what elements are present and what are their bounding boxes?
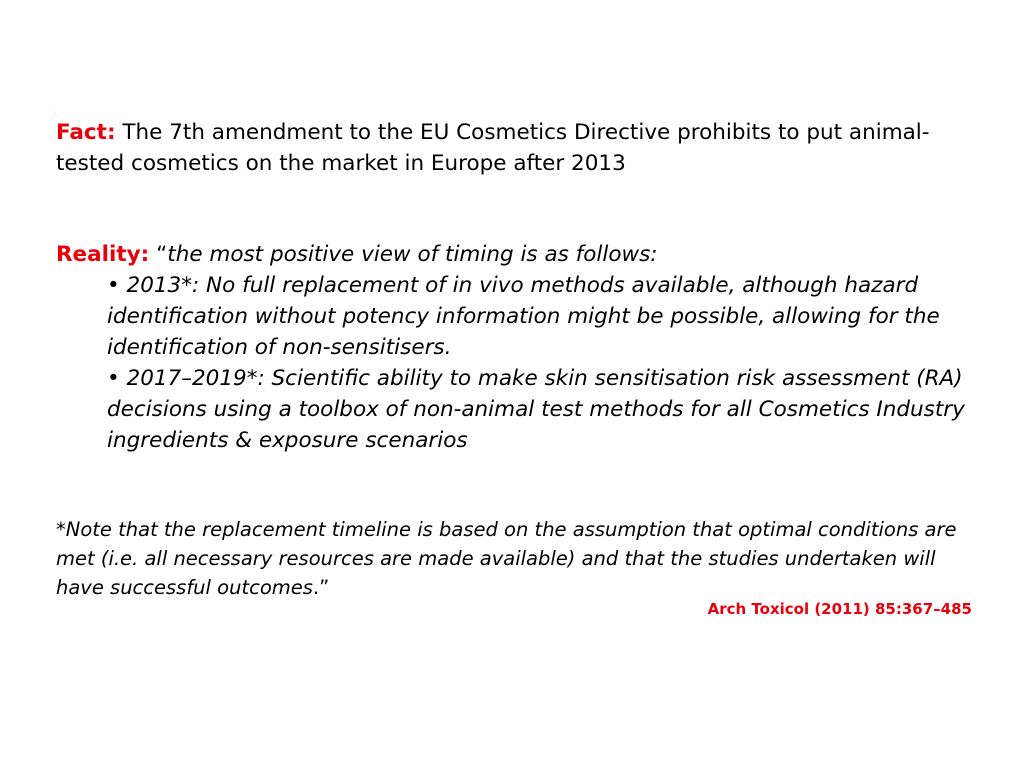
timeline-list (56, 270, 976, 456)
footnote (56, 515, 976, 602)
reality-intro: the most positive view of timing is as follows: (167, 242, 658, 267)
fact-text: The 7th amendment to the EU Cosmetics Directive prohibits to put animal-tested cosmetics on the market in Europe after 2013 (56, 120, 930, 176)
timeline-item-2013: • 2013*: No full replacement of in vivo methods available, although hazard identification without potency information might be possible, allowing for the identification of non-sensitisers. (107, 273, 940, 360)
reality-section (56, 239, 976, 456)
timeline-item-2017-2019: • 2017–2019*: Scientific ability to make skin sensitisation risk assessment (RA) decisions using a toolbox of non-animal test methods for all Cosmetics Industry ingredients & exposure scenarios (107, 366, 965, 453)
footnote-text: *Note that the replacement timeline is based on the assumption that optimal conditions are met (i.e. all necessary resources are made available) and that the studies undertaken will have successful outcomes (56, 518, 957, 599)
reality-label: Reality: (56, 242, 150, 267)
closing-quote: .” (312, 576, 330, 599)
opening-quote: “ (156, 242, 168, 267)
fact-label: Fact: (56, 120, 116, 145)
fact-paragraph (56, 117, 976, 179)
citation: Arch Toxicol (2011) 85:367–485 (707, 600, 972, 618)
reality-heading (56, 239, 976, 270)
